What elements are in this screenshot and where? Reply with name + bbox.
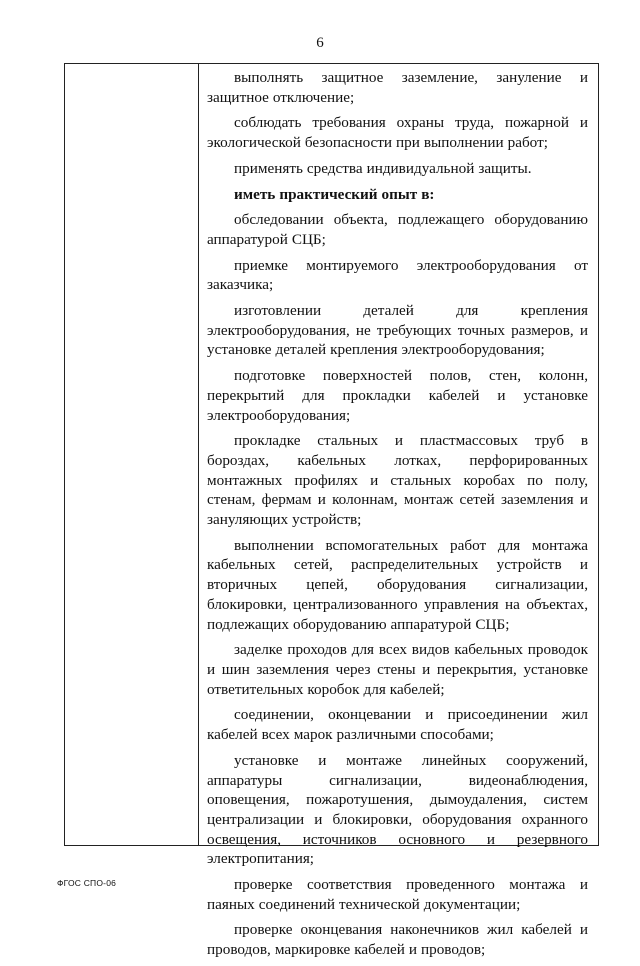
paragraph: заделке проходов для всех видов кабельных проводок и шин заземления через стены и перекрытия, установке ответительных коробок для кабелей; bbox=[207, 641, 588, 698]
paragraph: соблюдать требования охраны труда, пожарной и экологической безопасности при выполнении работ; bbox=[207, 114, 588, 152]
table-right-column bbox=[207, 68, 588, 966]
paragraph: применять средства индивидуальной защиты. bbox=[234, 159, 532, 177]
paragraph: подготовке поверхностей полов, стен, колонн, перекрытий для прокладки кабелей и установке электрооборудования; bbox=[207, 367, 588, 424]
page-number: 6 bbox=[316, 35, 324, 51]
paragraph: прокладке стальных и пластмассовых труб в бороздах, кабельных лотках, перфорированных монтажных профилях и стальных коробах по полу, стенам, фермам и колоннам, монтаж сетей заземления и зануляющих устройств; bbox=[207, 432, 588, 529]
paragraph: обследовании объекта, подлежащего оборудованию аппаратурой СЦБ; bbox=[207, 211, 588, 248]
paragraph: соединении, оконцевании и присоединении жил кабелей всех марок различными способами; bbox=[207, 706, 588, 744]
footer-label: ФГОС СПО-06 bbox=[57, 878, 117, 888]
paragraph: изготовлении деталей для крепления электрооборудования, не требующих точных размеров, и установке деталей крепления электрооборудования; bbox=[207, 302, 588, 359]
paragraph: проверке соответствия проведенного монтажа и паяных соединений технической документации; bbox=[207, 876, 588, 913]
paragraph: выполнении вспомогательных работ для монтажа кабельных сетей, распределительных устройств и вторичных цепей, оборудования сигнализации, блокировки, централизованного управления на объектах, подлежащих оборудованию аппаратурой СЦБ; bbox=[207, 536, 588, 633]
table-left-column bbox=[65, 64, 199, 845]
paragraph: проверке оконцевания наконечников жил кабелей и проводов, маркировке кабелей и проводов; bbox=[207, 921, 588, 959]
paragraph: выполнять защитное заземление, зануление и защитное отключение; bbox=[207, 69, 588, 106]
paragraph: приемке монтируемого электрооборудования от заказчика; bbox=[207, 256, 588, 294]
section-heading: иметь практический опыт в: bbox=[234, 185, 435, 203]
paragraph: установке и монтаже линейных сооружений, аппаратуры сигнализации, видеонаблюдения, оповещения, пожаротушения, дымоудаления, систем централизации и блокировки, оборудования охранного освещения, источников основного и резервного электропитания; bbox=[207, 751, 588, 868]
